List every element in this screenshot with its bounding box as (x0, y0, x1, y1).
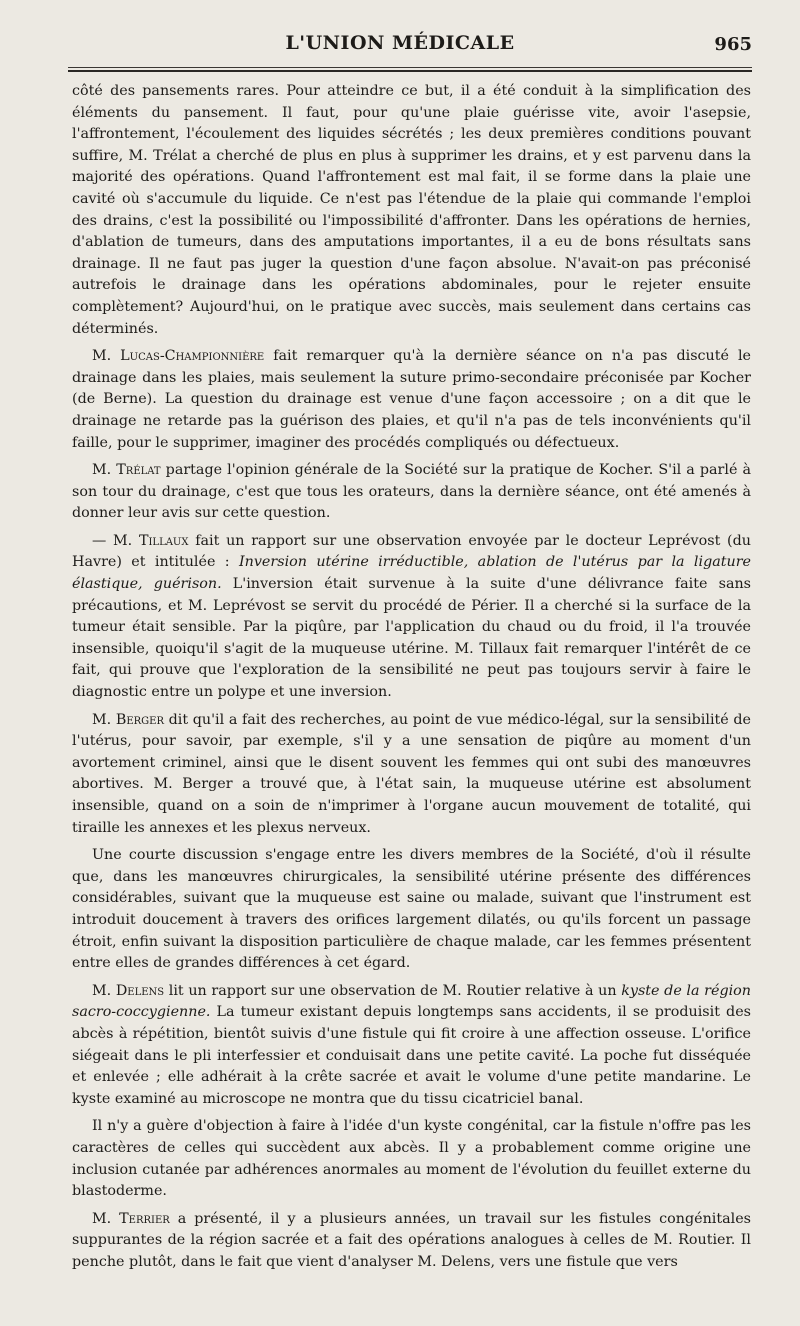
paragraph-text: Il n'y a guère d'objection à faire à l'idée d'un kyste congénital, car la fistule n'offre pas les caractères de celles qui succèdent aux abcès. Il y a probablement comme origine une inclusion cutanée par adhérences anormales au moment de l'évolution du feuillet externe du blastoderme. (72, 1118, 751, 1200)
paragraph (72, 1116, 751, 1202)
speaker-name: Trélat (116, 462, 161, 479)
paragraph-text: côté des pansements rares. Pour atteindre ce but, il a été conduit à la simplification des éléments du pansement. Il faut, pour qu'une plaie guérisse vite, avoir l'asepsie, l'affrontement, l'écoulement des liquides sécrétés ; les deux premières conditions pouvant suffire, M. Trélat a cherché de plus en plus à supprimer les drains, et y est parvenu dans la majorité des opérations. Quand l'affrontement est mal fait, il se forme dans la plaie une cavité où s'accumule du liquide. Ce n'est pas l'étendue de la plaie qui commande l'emploi des drains, c'est la possibilité ou l'impossibilité d'affronter. Dans les opérations de hernies, d'ablation de tumeurs, dans des amputations importantes, il a eu de bons résultats sans drainage. Il ne faut pas juger la question d'une façon absolue. N'avait-on pas préconisé autrefois le drainage dans les opérations abdominales, pour le rejeter ensuite complètement? Aujourd'hui, on le pratique avec succès, mais seulement dans certains cas déterminés. (72, 83, 751, 337)
speaker-name: Delens (115, 982, 165, 999)
paragraph-text: fait remarquer qu'à la dernière séance on n'a pas discuté le drainage dans les plaies, mais seulement la suture primo-secondaire préconisée par Kocher (de Berne). La question du drainage est venue d'une façon accessoire ; on a dit que le drainage ne retarde pas la guérison des plaies, et qu'il n'a pas de tels inconvénients qu'il faille, pour le supprimer, imaginer des procédés compliqués ou défectueux. (72, 348, 751, 451)
paragraph (72, 346, 751, 454)
header-rule-thick (68, 70, 752, 72)
paragraph (72, 1209, 751, 1274)
header-rule-thin (68, 67, 752, 68)
paragraph-lead: M. (92, 348, 121, 365)
observation-title: kyste de la région sacro-coccygienne. (72, 982, 751, 1021)
paragraph (72, 710, 751, 840)
paragraph (72, 460, 751, 525)
paragraph (72, 531, 751, 704)
paragraph-text-before-title: fait un rapport sur une observation envoyée par le docteur Leprévost (du Havre) et intitulée : (72, 532, 751, 571)
speaker-name: Berger (115, 711, 164, 728)
paragraph-text: L'inversion était survenue à la suite d'une délivrance faite sans précautions, et M. Leprévost se servit du procédé de Périer. Il a cherché si la surface de la tumeur était sensible. Par la piqûre, par l'application du chaud ou du froid, il l'a trouvée insensible, quoiqu'il s'agit de la muqueuse utérine. M. Tillaux fait remarquer l'intérêt de ce fait, qui prouve que l'exploration de la sensibilité ne peut pas toujours servir à faire le diagnostic entre un polype et une inversion. (72, 576, 752, 701)
speaker-name: Tillaux (138, 532, 189, 549)
running-title: L'UNION MÉDICALE (285, 32, 515, 54)
paragraph (72, 981, 751, 1111)
observation-title: Inversion utérine irréductible, ablation de l'utérus par la ligature élastique, guérison. (72, 554, 751, 593)
paragraph-text: partage l'opinion générale de la Société sur la pratique de Kocher. S'il a parlé à son tour du drainage, c'est que tous les orateurs, dans la dernière séance, ont été amenés à donner leur avis sur cette question. (72, 462, 751, 522)
speaker-name: Terrier (119, 1210, 170, 1227)
page-header (0, 30, 800, 66)
paragraph-text: a présenté, il y a plusieurs années, un travail sur les fistules congénitales suppurantes de la région sacrée et a fait des opérations analogues à celles de M. Routier. Il penche plutôt, dans le fait que vient d'analyser M. Delens, vers une fistule que vers (72, 1210, 751, 1270)
paragraph-text: dit qu'il a fait des recherches, au point de vue médico-légal, sur la sensibilité de l'utérus, pour savoir, par exemple, s'il y a une sensation de piqûre au moment d'un avortement criminel, ainsi que le disent souvent les femmes qui ont subi des manœuvres abortives. M. Berger a trouvé que, à l'état sain, la muqueuse utérine est absolument insensible, quand on a soin de n'imprimer à l'organe aucun mouvement de totalité, qui tiraille les annexes et les plexus nerveux. (72, 711, 751, 836)
paragraph-lead: M. (92, 982, 116, 999)
paragraph-lead: M. (92, 1210, 120, 1227)
article-body (72, 81, 751, 1279)
speaker-name: Lucas-Championnière (120, 348, 265, 365)
paragraph (72, 845, 751, 975)
paragraph-text-before-title: lit un rapport sur une observation de M. Routier relative à un (164, 982, 622, 999)
paragraph (72, 81, 751, 340)
paragraph-lead: M. (92, 711, 116, 728)
paragraph-lead: — M. (92, 532, 139, 549)
paragraph-text: La tumeur existant depuis longtemps sans accidents, il se produisit des abcès à répétition, bientôt suivis d'une fistule qui fit croire à une affection osseuse. L'orifice siégeait dans le pli interfessier et conduisait dans une petite cavité. La poche fut disséquée et enlevée ; elle adhérait à la crête sacrée et avait le volume d'une petite mandarine. Le kyste examiné au microscope ne montra que du tissu cicatriciel banal. (72, 1004, 751, 1107)
paragraph-lead: M. (92, 462, 117, 479)
page-number: 965 (714, 34, 752, 55)
paragraph-text: Une courte discussion s'engage entre les divers membres de la Société, d'où il résulte que, dans les manœuvres chirurgicales, la sensibilité utérine présente des différences considérables, suivant que la muqueuse est saine ou malade, suivant que l'instrument est introduit doucement à travers des orifices largement dilatés, ou qu'ils forcent un passage étroit, enfin suivant la disposition particulière de chaque malade, car les femmes présentent entre elles de grandes différences à cet égard. (72, 847, 751, 972)
